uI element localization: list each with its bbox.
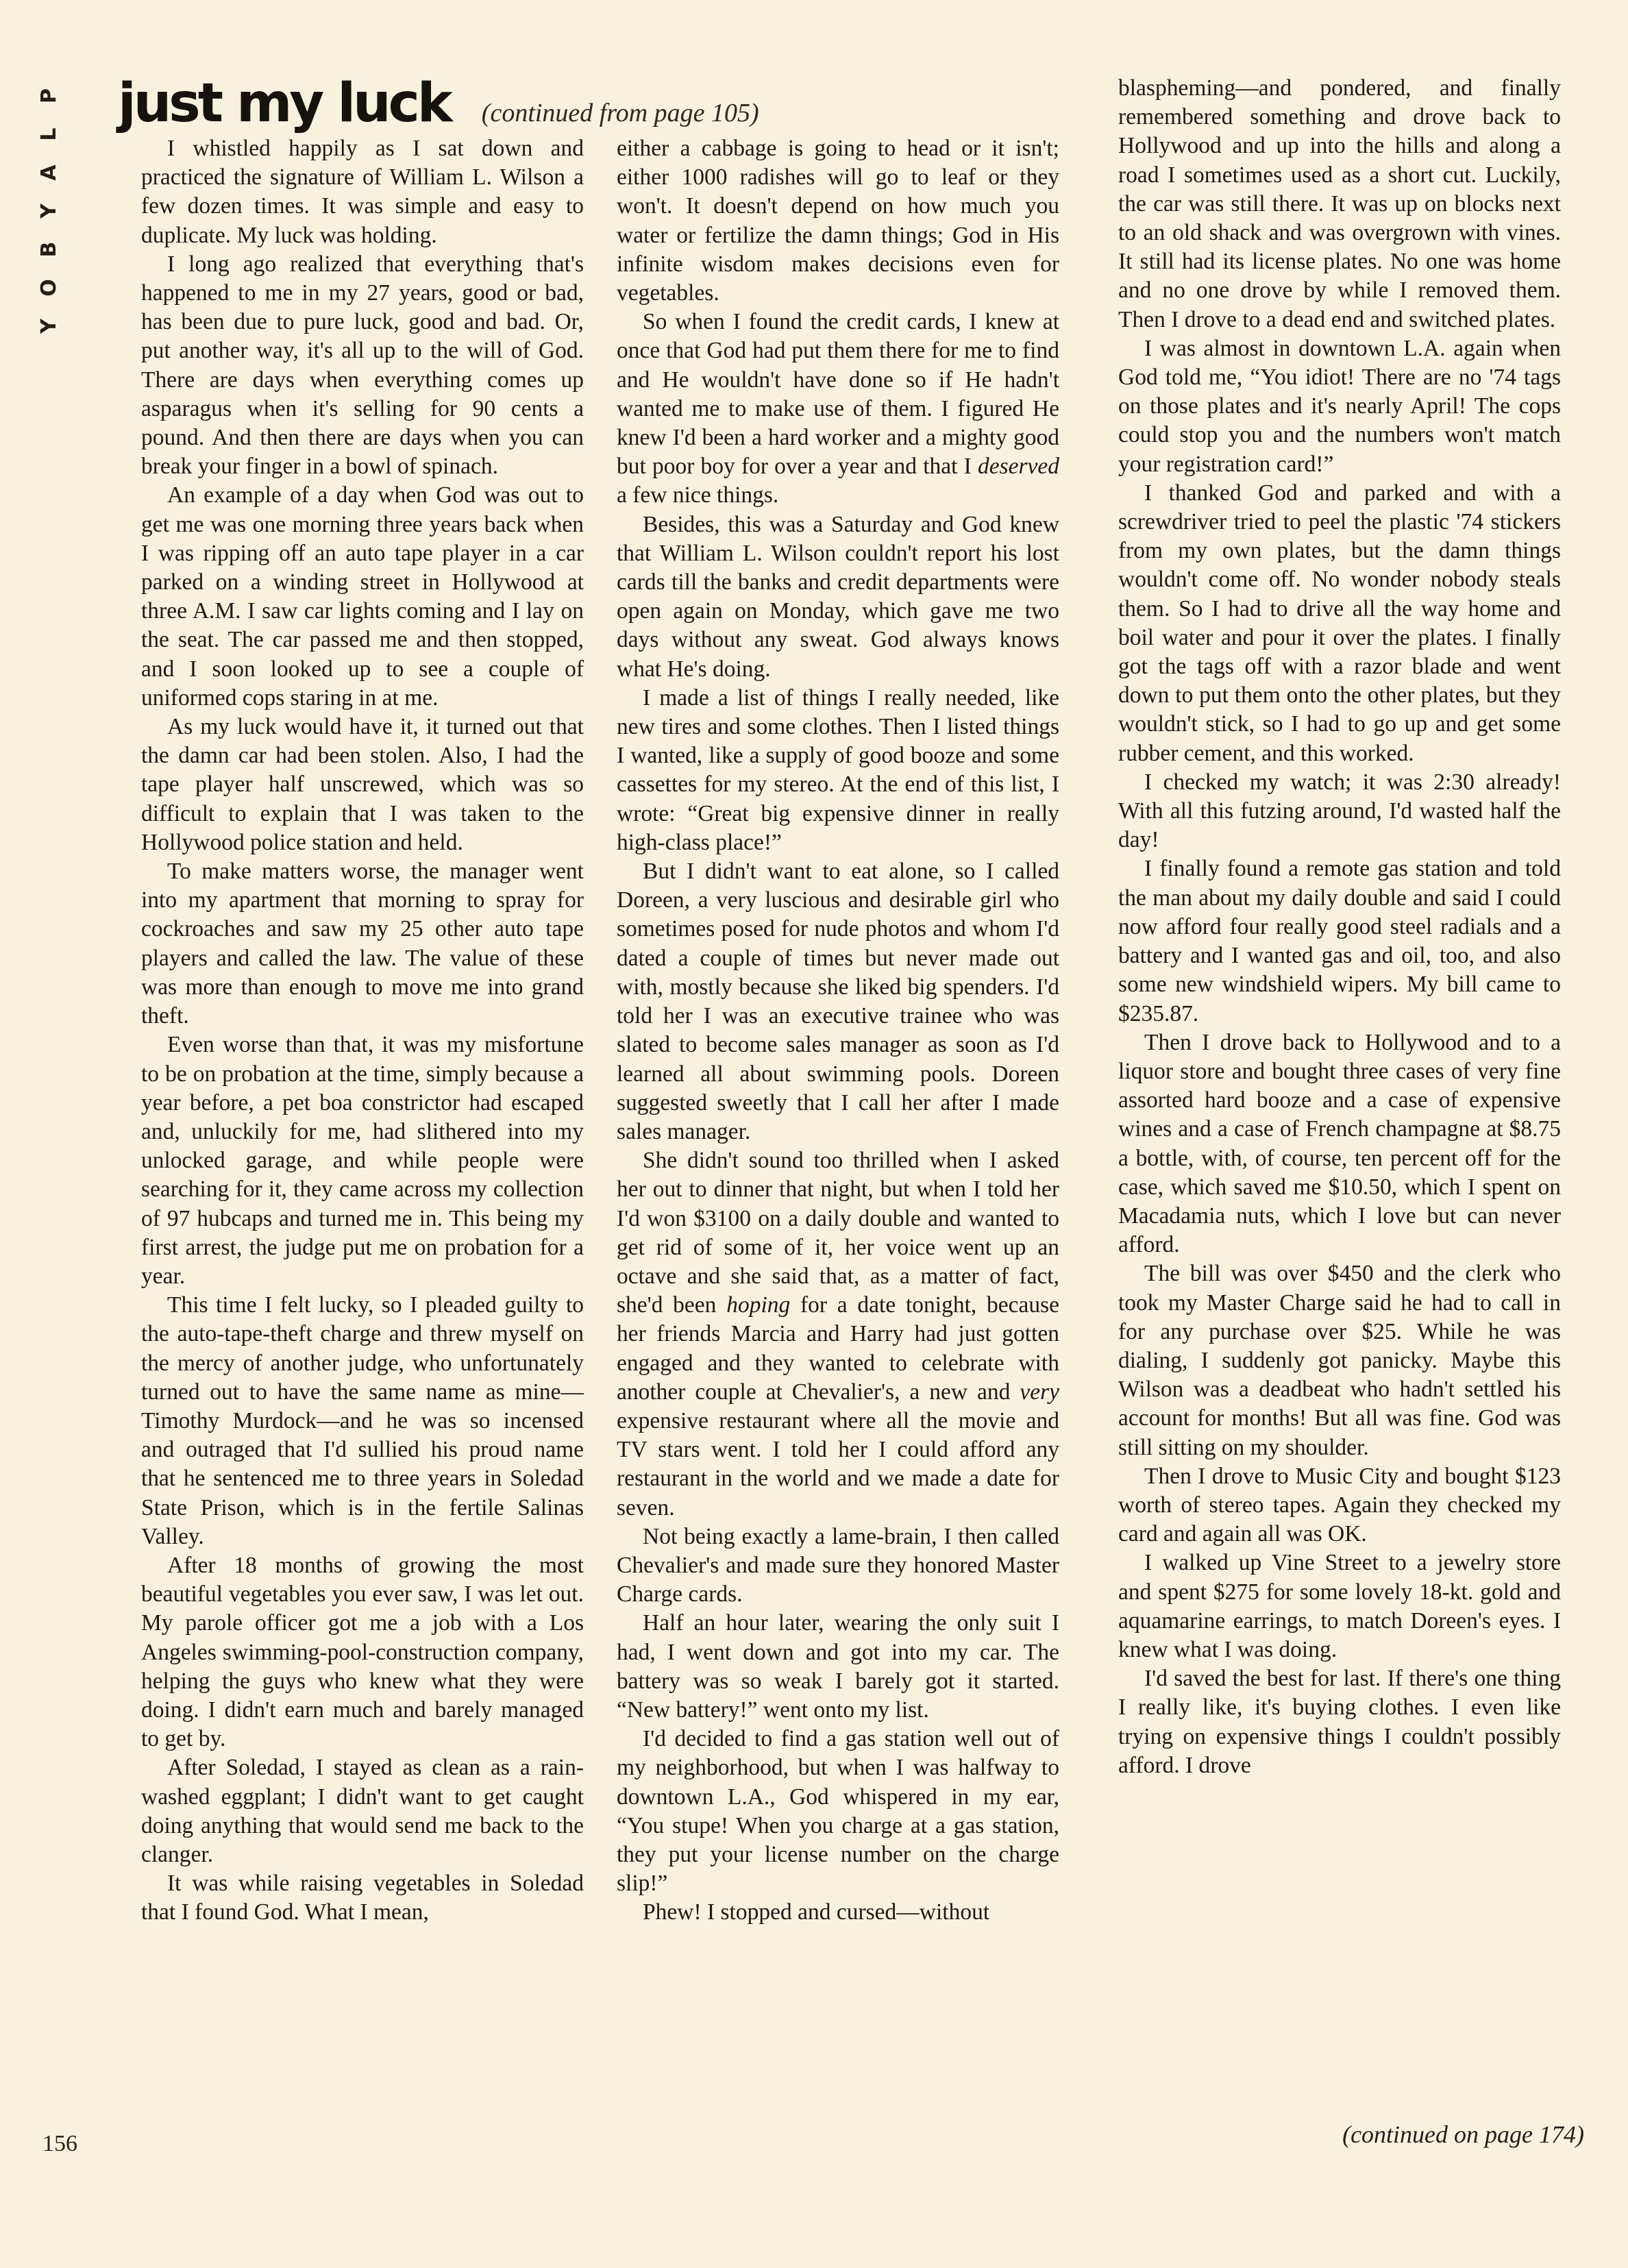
paragraph: But I didn't want to eat alone, so I called Doreen, a very luscious and desirable girl who sometimes posed for nude photos and whom I'd dated a couple of times but never made out with, mostly because she liked big spenders. I'd told her I was an executive trainee who was slated to become sales manager as soon as I'd learned all about swimming pools. Doreen suggested sweetly that I call her after I made sales manager. bbox=[617, 859, 1059, 1144]
paragraph: Not being exactly a lame-brain, I then called Chevalier's and made sure they honored Master Charge cards. bbox=[617, 1523, 1059, 1607]
continued-from-note: (continued from page 105) bbox=[481, 99, 759, 127]
italic-emphasis: hoping bbox=[726, 1292, 791, 1318]
article-header bbox=[118, 73, 759, 138]
paragraph: I long ago realized that everything that's happened to me in my 27 years, good or bad, has been due to pure luck, good and bad. Or, put another way, it's all up to the will of God. There are days when everything comes up asparagus when it's selling for 90 cents a pound. And then there are days when you can break your finger in a bowl of spinach. bbox=[141, 251, 584, 480]
paragraph: After 18 months of growing the most beautiful vegetables you ever saw, I was let out. My parole officer got me a job with a Los Angeles swimming-pool-construction company, helping the guys who knew what they were doing. I didn't earn much and barely managed to get by. bbox=[141, 1552, 584, 1752]
paragraph: Besides, this was a Saturday and God knew that William L. Wilson couldn't report his lost cards till the banks and credit departments were open again on Monday, which gave me two days without any sweat. God always knows what He's doing. bbox=[617, 511, 1059, 682]
paragraph: After Soledad, I stayed as clean as a rain-washed eggplant; I didn't want to get caught doing anything that would send me back to the clanger. bbox=[141, 1755, 584, 1867]
paragraph: blaspheming—and pondered, and finally remembered something and drove back to Hollywood and up into the hills and along a road I sometimes used as a short cut. Luckily, the car was still there. It was up on blocks next to an old shack and was overgrown with vines. It still had its license plates. No one was home and no one drove by while I removed them. Then I drove to a dead end and switched plates. bbox=[1118, 75, 1561, 332]
paragraph: I walked up Vine Street to a jewelry store and spent $275 for some lovely 18-kt. gold and aquamarine earrings, to match Doreen's eyes. I knew what I was doing. bbox=[1118, 1550, 1561, 1662]
paragraph: This time I felt lucky, so I pleaded guilty to the auto-tape-theft charge and threw myself on the mercy of another judge, who unfortunately turned out to have the same name as mine—Timothy Murdock—and he was so incensed and outraged that I'd sullied his proud name that he sentenced me to three years in Soledad State Prison, which is in the fertile Salinas Valley. bbox=[141, 1292, 584, 1549]
paragraph: either a cabbage is going to head or it isn't; either 1000 radishes will go to leaf or they won't. It doesn't depend on how much you water or fertilize the damn things; God in His infinite wisdom makes decisions even for vegetables. bbox=[617, 136, 1059, 306]
paragraph: I'd saved the best for last. If there's one thing I really like, it's buying clothes. I even like trying on expensive things I couldn't possibly afford. I drove bbox=[1118, 1666, 1561, 1778]
masthead-letter: A bbox=[37, 164, 61, 181]
paragraph: To make matters worse, the manager went into my apartment that morning to spray for cockroaches and saw my 25 other auto tape players and called the law. The value of these was more than enough to move me into grand theft. bbox=[141, 859, 584, 1029]
paragraph: As my luck would have it, it turned out that the damn car had been stolen. Also, I had the tape player half unscrewed, which was so difficult to explain that I was taken to the Hollywood police station and held. bbox=[141, 714, 584, 855]
text-run: expensive restaurant where all the movie and TV stars went. I told her I could afford any restaurant in the world and we made a date for seven. bbox=[617, 1407, 1059, 1520]
paragraph: Then I drove to Music City and bought $123 worth of stereo tapes. Again they checked my card and again all was OK. bbox=[1118, 1463, 1561, 1547]
text-run: She didn't sound too thrilled when I asked her out to dinner that night, but when I told her I'd won $3100 on a daily double and wanted to get rid of some of it, her voice went up an octave and she said that, as a matter of fact, she'd been bbox=[617, 1148, 1059, 1318]
masthead-letter: B bbox=[37, 241, 61, 258]
paragraph: I checked my watch; it was 2:30 already! With all this futzing around, I'd wasted half the day! bbox=[1118, 769, 1561, 853]
paragraph bbox=[617, 308, 1059, 510]
paragraph: I whistled happily as I sat down and practiced the signature of William L. Wilson a few dozen times. It was simple and easy to duplicate. My luck was holding. bbox=[141, 136, 584, 248]
masthead-letter: L bbox=[37, 127, 61, 141]
article-title: just my luck bbox=[118, 73, 450, 134]
paragraph: The bill was over $450 and the clerk who took my Master Charge said he had to call in for any purchase over $25. While he was dialing, I suddenly got panicky. Maybe this Wilson was a deadbeat who hadn't settled his account for months! But all was fine. God was still sitting on my shoulder. bbox=[1118, 1261, 1561, 1460]
continued-on-note: (continued on page 174) bbox=[1342, 2121, 1584, 2148]
paragraph: I'd decided to find a gas station well out of my neighborhood, but when I was halfway to downtown L.A., God whispered in my ear, “You stupe! When you charge at a gas station, they put your license number on the charge slip!” bbox=[617, 1726, 1059, 1897]
paragraph: Phew! I stopped and cursed—without bbox=[643, 1899, 990, 1925]
masthead-letter: O bbox=[37, 279, 61, 297]
paragraph: An example of a day when God was out to get me was one morning three years back when I was ripping off an auto tape player in a car parked on a winding street in Hollywood at three A.M. I saw car lights coming and I lay on the seat. The car passed me and then stopped, and I soon looked up to see a couple of uniformed cops staring in at me. bbox=[141, 482, 584, 711]
paragraph: Half an hour later, wearing the only suit I had, I went down and got into my car. The battery was so weak I barely got it started. “New battery!” went onto my list. bbox=[617, 1610, 1059, 1723]
masthead-letter: P bbox=[37, 88, 61, 103]
paragraph bbox=[617, 1146, 1059, 1523]
masthead-letter: Y bbox=[37, 319, 61, 334]
text-column-3 bbox=[1118, 74, 1561, 1780]
paragraph: I made a list of things I really needed, like new tires and some clothes. Then I listed things I wanted, like a supply of good booze and some cassettes for my stereo. At the end of this list, I wrote: “Great big expensive dinner in really high-class place!” bbox=[617, 685, 1059, 855]
text-column-1 bbox=[141, 134, 584, 1927]
page-number: 156 bbox=[42, 2131, 77, 2156]
text-run: a few nice things. bbox=[617, 482, 779, 508]
masthead-letter: Y bbox=[37, 204, 61, 219]
paragraph: I finally found a remote gas station and told the man about my daily double and said I could now afford four really good steel radials and a battery and I wanted gas and oil, too, and also some new windshield wipers. My bill came to $235.87. bbox=[1118, 856, 1561, 1026]
italic-emphasis: very bbox=[1020, 1379, 1059, 1405]
playboy-masthead-vertical bbox=[36, 77, 63, 337]
text-run: So when I found the credit cards, I knew at once that God had put them there for me to find and He wouldn't have done so if He hadn't wanted me to make use of them. I figured He knew I'd been a hard worker and a mighty good but poor boy for over a year and that I bbox=[617, 309, 1059, 480]
paragraph: Then I drove back to Hollywood and to a liquor store and bought three cases of very fine assorted hard booze and a case of expensive wines and a case of French champagne at $8.75 a bottle, with, of course, ten percent off for the case, which saved me $10.50, which I spent on Macadamia nuts, which I love but can never afford. bbox=[1118, 1029, 1561, 1258]
paragraph: I thanked God and parked and with a screwdriver tried to peel the plastic '74 stickers from my own plates, but the damn things wouldn't come off. No wonder nobody steals them. So I had to drive all the way home and boil water and pour it over the plates. I finally got the tags off with a razor blade and went down to put them onto the other plates, but they wouldn't stick, so I had to go up and get some rubber cement, and this worked. bbox=[1118, 480, 1561, 766]
paragraph: Even worse than that, it was my misfortune to be on probation at the time, simply because a year before, a pet boa constrictor had escaped and, unluckily for me, had slithered into my unlocked garage, and while people were searching for it, they came across my collection of 97 hubcaps and turned me in. This being my first arrest, the judge put me on probation for a year. bbox=[141, 1032, 584, 1289]
paragraph: I was almost in downtown L.A. again when God told me, “You idiot! There are no '74 tags on those plates and it's nearly April! The cops could stop you and the numbers won't match your registration card!” bbox=[1118, 335, 1561, 477]
paragraph: It was while raising vegetables in Soledad that I found God. What I mean, bbox=[141, 1871, 584, 1925]
text-run: for a date tonight, because her friends Marcia and Harry had just gotten engaged and they wanted to celebrate with another couple at Chevalier's, a new and bbox=[617, 1292, 1060, 1405]
italic-emphasis: deserved bbox=[977, 454, 1060, 480]
text-column-2 bbox=[617, 134, 1059, 1927]
